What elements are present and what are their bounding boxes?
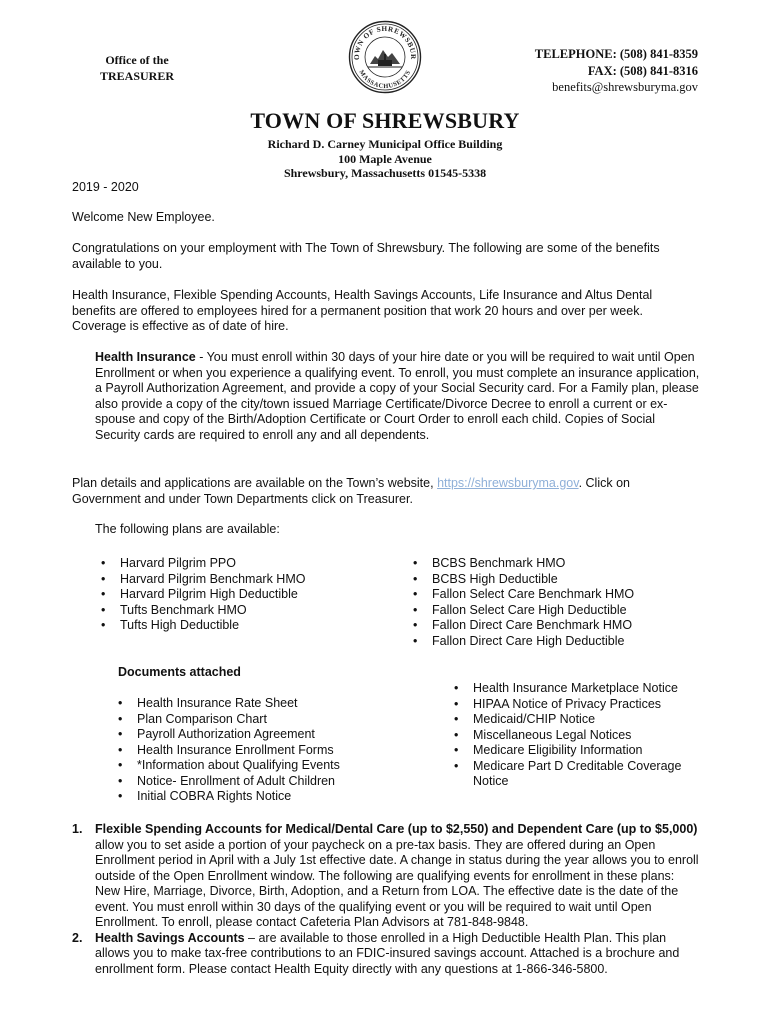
documents-list-left: [114, 696, 414, 805]
numbered-list: [72, 822, 700, 977]
list-item: • Plan Comparison Chart: [114, 712, 414, 728]
list-item: • Fallon Direct Care Benchmark HMO: [409, 618, 709, 634]
list-item: • BCBS High Deductible: [409, 572, 709, 588]
list-item: • Fallon Select Care High Deductible: [409, 603, 709, 619]
address-line: 100 Maple Avenue: [338, 151, 432, 166]
item-number: 2.: [72, 930, 83, 945]
list-item: • Initial COBRA Rights Notice: [114, 789, 414, 805]
list-item: • Fallon Direct Care High Deductible: [409, 634, 709, 650]
list-item: • Harvard Pilgrim PPO: [97, 556, 397, 572]
documents-list-right: [450, 681, 700, 790]
list-item: • Health Insurance Marketplace Notice: [450, 681, 700, 697]
list-item: • Harvard Pilgrim High Deductible: [97, 587, 397, 603]
list-item: • Notice- Enrollment of Adult Children: [114, 774, 414, 790]
plan-details-paragraph: [72, 476, 698, 507]
website-link[interactable]: https://shrewsburyma.gov: [437, 476, 579, 490]
address-line: Shrewsbury, Massachusetts 01545-5338: [283, 166, 487, 180]
list-item: • Health Insurance Rate Sheet: [114, 696, 414, 712]
plans-list-right: [409, 556, 709, 649]
list-item: • Miscellaneous Legal Notices: [450, 728, 700, 744]
numbered-item: [72, 931, 700, 978]
fax: FAX: (508) 841-8316: [587, 63, 698, 78]
numbered-item: [72, 822, 700, 931]
address-block: [0, 137, 770, 181]
list-item: • Tufts High Deductible: [97, 618, 397, 634]
list-item: • Harvard Pilgrim Benchmark HMO: [97, 572, 397, 588]
office-label: [72, 52, 202, 84]
list-item: • *Information about Qualifying Events: [114, 758, 414, 774]
list-item: • Tufts Benchmark HMO: [97, 603, 397, 619]
item-text: allow you to set aside a portion of your paycheck on a pre-tax basis. They are offered during an Open Enrollment period in April with a July 1st effective date. A change in status during the year allows you to enroll outside of the Open Enrollment window. The following are qualifying events for enrollment in these plans: New Hire, Marriage, Divorce, Birth, Adoption, and a Return from LOA. The effective date is the date of the event. You must enroll within 30 days of the qualifying event or you will be required to wait until Open Enrollment. To enroll, please contact Cafeteria Plan Advisors at 781-848-9848.: [95, 837, 699, 929]
telephone: TELEPHONE: (508) 841-8359: [534, 47, 698, 61]
item-heading: Health Savings Accounts: [95, 930, 245, 945]
list-item: • Medicaid/CHIP Notice: [450, 712, 700, 728]
plans-intro: The following plans are available:: [95, 522, 280, 536]
list-item: • BCBS Benchmark HMO: [409, 556, 709, 572]
list-item: • Payroll Authorization Agreement: [114, 727, 414, 743]
item-heading: Flexible Spending Accounts for Medical/Dental Care (up to $2,550) and Dependent Care (up to $5,000): [95, 822, 698, 836]
plan-details-text-end: . Click on Government and under Town Departments click on Treasurer.: [72, 476, 630, 506]
list-item: • HIPAA Notice of Privacy Practices: [450, 697, 700, 713]
office-line: TREASURER: [99, 69, 174, 83]
list-item: • Health Insurance Enrollment Forms: [114, 743, 414, 759]
office-line: Office of the: [105, 53, 169, 67]
seal-top-text: OWN OF SHREWSBUR: [352, 24, 418, 61]
town-seal: [348, 20, 422, 94]
seal-bottom-text: MASSACHUSETTS: [357, 68, 413, 91]
list-item: • Medicare Part D Creditable Coverage Notice: [450, 759, 700, 790]
item-number: 1.: [72, 822, 83, 836]
plans-list-left: [97, 556, 397, 634]
intro-paragraph: Health Insurance, Flexible Spending Accounts, Health Savings Accounts, Life Insurance and Altus Dental benefits are offered to employees hired for a permanent position that work 20 hours and over per week. Coverage is effective as of date of hire.: [72, 288, 653, 333]
health-insurance-label: Health Insurance: [95, 350, 196, 364]
year-label: 2019 - 2020: [72, 180, 139, 194]
address-line: Richard D. Carney Municipal Office Building: [267, 137, 503, 151]
plan-details-text: Plan details and applications are available on the Town’s website,: [72, 476, 438, 490]
list-item: • Medicare Eligibility Information: [450, 743, 700, 759]
contact-block: [535, 46, 698, 96]
documents-heading: Documents attached: [118, 665, 241, 679]
page-title: TOWN OF SHREWSBURY: [250, 108, 520, 133]
seal-icon: [348, 20, 422, 94]
item-text: – are available to those enrolled in a High Deductible Health Plan. This plan allows you to make tax-free contributions to an FDIC-insured savings account. Attached is a brochure and enrollment form. Please contact Health Equity directly with any questions at 1-866-346-5800.: [95, 930, 680, 976]
health-insurance-paragraph: [95, 350, 700, 443]
greeting: Welcome New Employee.: [72, 210, 215, 224]
email-link[interactable]: benefits@shrewsburyma.gov: [552, 80, 698, 94]
health-insurance-text: - You must enroll within 30 days of your hire date or you will be required to wait until Open Enrollment or when you experience a qualifying event. To enroll, you must complete an insurance application, a Payroll Authorization Agreement, and provide a copy of your Social Security card. For a Family plan, please also provide a copy of the city/town issued Marriage Certificate/Divorce Decree to enroll a current or ex-spouse and copy of the Birth/Adoption Certificate or Court Order to enroll each child. Copies of Social Security cards are required to enroll any and all dependents.: [95, 350, 700, 442]
list-item: • Fallon Select Care Benchmark HMO: [409, 587, 709, 603]
congrats-paragraph: Congratulations on your employment with The Town of Shrewsbury. The following are some of the benefits available to you.: [72, 241, 660, 271]
